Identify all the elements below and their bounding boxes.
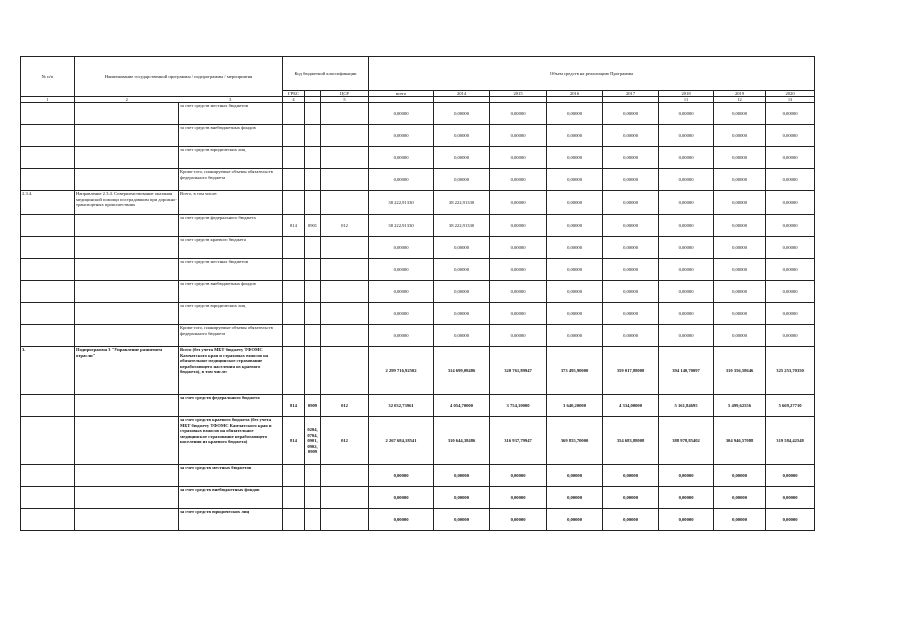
- row-number: [21, 487, 75, 509]
- row-year-value: 0,00000: [490, 169, 547, 191]
- row-year-value: 5 161,84695: [659, 395, 714, 417]
- header-year: 2019: [714, 91, 766, 97]
- row-year-value: 0,00000: [547, 215, 603, 237]
- row-name: [75, 259, 179, 281]
- row-rz: [305, 103, 321, 125]
- row-grbs: 814: [283, 395, 305, 417]
- row-number: [21, 417, 75, 465]
- row-csr: [321, 303, 369, 325]
- row-year-value: 0,00000: [714, 465, 766, 487]
- row-year-value: 310 356,58646: [714, 347, 766, 395]
- row-year-value: 38 222,91330: [434, 215, 490, 237]
- row-year-value: 0,00000: [714, 303, 766, 325]
- row-year-value: 0,00000: [766, 303, 815, 325]
- row-year-value: 0,00000: [434, 237, 490, 259]
- row-year-value: 0,00000: [490, 325, 547, 347]
- row-year-value: 0,00000: [490, 125, 547, 147]
- table-row: [21, 417, 815, 465]
- row-total-value: 0,00000: [369, 465, 434, 487]
- row-year-value: 0,00000: [766, 215, 815, 237]
- row-number: [21, 281, 75, 303]
- row-year-value: 5 499,62556: [714, 395, 766, 417]
- row-year-value: 0,00000: [766, 191, 815, 215]
- row-total-value: 2 299 716,92502: [369, 347, 434, 395]
- row-year-value: 0,00000: [547, 281, 603, 303]
- row-number: [21, 465, 75, 487]
- row-year-value: 0,00000: [766, 465, 815, 487]
- row-year-value: 0,00000: [490, 465, 547, 487]
- row-name: Подпрограмма 3 "Управление развитием отрасли": [75, 347, 179, 395]
- row-funding-source: за счет средств местных бюджетов: [179, 259, 283, 281]
- row-grbs: [283, 237, 305, 259]
- row-year-value: 0,00000: [547, 125, 603, 147]
- header-grbs: ГРБС: [283, 91, 305, 97]
- table-body: [21, 103, 815, 531]
- row-year-value: 0,00000: [603, 103, 659, 125]
- row-year-value: 0,00000: [434, 509, 490, 531]
- row-name: [75, 303, 179, 325]
- row-year-value: 0,00000: [547, 103, 603, 125]
- row-name: [75, 215, 179, 237]
- row-year-value: 304 946,57088: [714, 417, 766, 465]
- row-total-value: 0,00000: [369, 147, 434, 169]
- row-year-value: 0,00000: [659, 509, 714, 531]
- row-name: [75, 147, 179, 169]
- row-total-value: 38 222,91330: [369, 215, 434, 237]
- row-csr: [321, 281, 369, 303]
- row-funding-source: за счет средств местных бюджетов: [179, 465, 283, 487]
- table-row: [21, 325, 815, 347]
- row-year-value: 0,00000: [714, 281, 766, 303]
- row-year-value: 0,00000: [547, 237, 603, 259]
- col-index: 5: [321, 97, 369, 103]
- row-year-value: 0,00000: [766, 259, 815, 281]
- row-year-value: 0,00000: [547, 147, 603, 169]
- row-funding-source: Кроме того, планируемые объемы обязательств федерального бюджета: [179, 325, 283, 347]
- row-year-value: 0,00000: [434, 281, 490, 303]
- header-year: 2018: [659, 91, 714, 97]
- row-year-value: 0,00000: [659, 487, 714, 509]
- row-number: [21, 395, 75, 417]
- row-year-value: 354 683,88008: [603, 417, 659, 465]
- row-year-value: 0,00000: [714, 215, 766, 237]
- table-row: [21, 487, 815, 509]
- table-row: [21, 125, 815, 147]
- row-name: [75, 509, 179, 531]
- row-funding-source: за счет средств федерального бюджета: [179, 215, 283, 237]
- row-year-value: 0,00000: [603, 259, 659, 281]
- row-year-value: 0,00000: [659, 169, 714, 191]
- row-grbs: [283, 169, 305, 191]
- row-funding-source: за счет средств местных бюджетов: [179, 103, 283, 125]
- row-rz: [305, 169, 321, 191]
- row-total-value: 38 222,91330: [369, 191, 434, 215]
- table-row: [21, 509, 815, 531]
- row-year-value: 0,00000: [766, 103, 815, 125]
- table-row: [21, 395, 815, 417]
- row-total-value: 0,00000: [369, 259, 434, 281]
- row-year-value: 0,00000: [547, 191, 603, 215]
- row-year-value: 0,00000: [714, 169, 766, 191]
- col-index: 3: [179, 97, 283, 103]
- row-csr: [321, 509, 369, 531]
- row-name: [75, 169, 179, 191]
- row-rz: [305, 281, 321, 303]
- header-year: 2014: [434, 91, 490, 97]
- row-year-value: 0,00000: [659, 303, 714, 325]
- row-total-value: 0,00000: [369, 103, 434, 125]
- row-funding-source: за счет средств внебюджетных фондов: [179, 487, 283, 509]
- header-year: 2020: [766, 91, 815, 97]
- row-csr: [321, 169, 369, 191]
- row-year-value: 0,00000: [659, 147, 714, 169]
- row-year-value: 320 761,89947: [490, 347, 547, 395]
- row-year-value: 3 754,10000: [490, 395, 547, 417]
- row-year-value: 0,00000: [490, 487, 547, 509]
- row-total-value: 0,00000: [369, 487, 434, 509]
- row-year-value: 0,00000: [659, 215, 714, 237]
- row-grbs: [283, 303, 305, 325]
- row-year-value: 0,00000: [547, 325, 603, 347]
- row-csr: [321, 147, 369, 169]
- row-number: 3.: [21, 347, 75, 395]
- row-number: [21, 147, 75, 169]
- row-year-value: 0,00000: [603, 487, 659, 509]
- table-row: [21, 237, 815, 259]
- row-year-value: 0,00000: [714, 487, 766, 509]
- row-year-value: 0,00000: [766, 325, 815, 347]
- table-row: [21, 169, 815, 191]
- row-year-value: 394 140,70097: [659, 347, 714, 395]
- table-row: [21, 259, 815, 281]
- row-year-value: 0,00000: [547, 487, 603, 509]
- row-total-value: 0,00000: [369, 325, 434, 347]
- row-year-value: 0,00000: [714, 509, 766, 531]
- row-year-value: 0,00000: [547, 259, 603, 281]
- row-year-value: 0,00000: [659, 281, 714, 303]
- row-rz: [305, 347, 321, 395]
- row-funding-source: за счет средств краевого бюджета (без учета МБТ бюджету ТФОМС Камчатского края и страховых взносов на обязательное медицинское страхование неработающего населения из краевого бюджета): [179, 417, 283, 465]
- row-year-value: 0,00000: [603, 147, 659, 169]
- row-year-value: 0,00000: [659, 325, 714, 347]
- row-year-value: 0,00000: [490, 215, 547, 237]
- row-funding-source: Всего, в том числе:: [179, 191, 283, 215]
- row-rz: [305, 509, 321, 531]
- row-year-value: 0,00000: [659, 237, 714, 259]
- header-total: всего: [369, 91, 434, 97]
- row-year-value: 0,00000: [547, 465, 603, 487]
- row-year-value: 0,00000: [434, 125, 490, 147]
- row-year-value: 0,00000: [434, 487, 490, 509]
- col-index: 1: [21, 97, 75, 103]
- row-csr: 012: [321, 395, 369, 417]
- row-year-value: 0,00000: [766, 237, 815, 259]
- row-funding-source: за счет средств юридических лиц: [179, 509, 283, 531]
- row-year-value: 0,00000: [434, 465, 490, 487]
- row-year-value: 0,00000: [434, 259, 490, 281]
- row-number: [21, 509, 75, 531]
- row-year-value: 0,00000: [434, 147, 490, 169]
- row-year-value: 0,00000: [434, 169, 490, 191]
- row-year-value: 0,00000: [434, 325, 490, 347]
- row-year-value: 0,00000: [603, 215, 659, 237]
- row-total-value: 2 267 684,18541: [369, 417, 434, 465]
- row-year-value: 0,00000: [490, 191, 547, 215]
- row-grbs: [283, 147, 305, 169]
- row-year-value: 0,00000: [490, 147, 547, 169]
- row-year-value: 0,00000: [766, 281, 815, 303]
- row-rz: [305, 325, 321, 347]
- row-year-value: 4 054,70000: [434, 395, 490, 417]
- row-number: [21, 103, 75, 125]
- header-name: Наименование государственной программы / подпрограммы / мероприятия: [75, 57, 283, 97]
- row-year-value: 0,00000: [714, 147, 766, 169]
- row-number: [21, 303, 75, 325]
- row-rz: [305, 125, 321, 147]
- row-funding-source: за счет средств краевого бюджета: [179, 237, 283, 259]
- row-name: [75, 417, 179, 465]
- row-year-value: 0,00000: [714, 325, 766, 347]
- row-year-value: 373 495,90000: [547, 347, 603, 395]
- table-row: [21, 103, 815, 125]
- row-total-value: 0,00000: [369, 237, 434, 259]
- col-index: 2: [75, 97, 179, 103]
- row-year-value: 0,00000: [714, 103, 766, 125]
- row-rz: 0204, 0704, 0901, 0902, 0909: [305, 417, 321, 465]
- row-year-value: 0,00000: [490, 281, 547, 303]
- row-grbs: [283, 487, 305, 509]
- row-year-value: 0,00000: [603, 125, 659, 147]
- row-year-value: 38 222,91330: [434, 191, 490, 215]
- table-row: [21, 215, 815, 237]
- row-grbs: [283, 125, 305, 147]
- row-year-value: 0,00000: [490, 509, 547, 531]
- row-year-value: 4 334,00000: [603, 395, 659, 417]
- row-number: 2.3.4.: [21, 191, 75, 215]
- row-year-value: 310 644,38486: [434, 417, 490, 465]
- row-number: [21, 325, 75, 347]
- row-year-value: 0,00000: [490, 303, 547, 325]
- row-funding-source: Кроме того, планируемые объемы обязательств федерального бюджета: [179, 169, 283, 191]
- table-row: [21, 303, 815, 325]
- row-number: [21, 215, 75, 237]
- row-total-value: 0,00000: [369, 125, 434, 147]
- row-rz: [305, 191, 321, 215]
- row-funding-source: за счет средств юридических лиц: [179, 303, 283, 325]
- row-year-value: 0,00000: [490, 259, 547, 281]
- row-grbs: 814: [283, 215, 305, 237]
- row-grbs: [283, 103, 305, 125]
- row-year-value: 0,00000: [659, 465, 714, 487]
- table-row: [21, 191, 815, 215]
- budget-table-page: [20, 56, 814, 531]
- row-year-value: 0,00000: [603, 303, 659, 325]
- row-name: [75, 103, 179, 125]
- row-name: [75, 237, 179, 259]
- row-year-value: 0,00000: [547, 509, 603, 531]
- row-funding-source: за счет средств внебюджетных фондов: [179, 281, 283, 303]
- row-csr: [321, 237, 369, 259]
- row-year-value: 0,00000: [766, 169, 815, 191]
- row-csr: [321, 191, 369, 215]
- header-no: № п/п: [21, 57, 75, 97]
- row-year-value: 0,00000: [434, 103, 490, 125]
- col-index: 12: [714, 97, 766, 103]
- row-year-value: 325 253,70350: [766, 347, 815, 395]
- row-number: [21, 237, 75, 259]
- row-csr: [321, 465, 369, 487]
- row-csr: [321, 347, 369, 395]
- row-year-value: 314 699,08486: [434, 347, 490, 395]
- row-year-value: 0,00000: [714, 125, 766, 147]
- col-index: 4: [283, 97, 305, 103]
- header-year: 2015: [490, 91, 547, 97]
- row-grbs: [283, 509, 305, 531]
- row-year-value: 0,00000: [766, 125, 815, 147]
- header-volume: Объем средств на реализацию Программы: [369, 57, 815, 91]
- row-name: [75, 325, 179, 347]
- row-year-value: 388 978,85402: [659, 417, 714, 465]
- row-total-value: 0,00000: [369, 509, 434, 531]
- row-year-value: 0,00000: [714, 259, 766, 281]
- row-year-value: 359 017,88008: [603, 347, 659, 395]
- row-rz: [305, 237, 321, 259]
- row-year-value: 0,00000: [603, 281, 659, 303]
- row-csr: 012: [321, 417, 369, 465]
- row-year-value: 0,00000: [659, 259, 714, 281]
- row-year-value: 0,00000: [490, 237, 547, 259]
- row-rz: 0909: [305, 395, 321, 417]
- row-name: Направление 2.3.4. Совершенствование оказания медицинской помощи пострадавшим при дорожно-транспортных происшествиях: [75, 191, 179, 215]
- row-csr: [321, 125, 369, 147]
- row-funding-source: за счет средств федерального бюджета: [179, 395, 283, 417]
- row-rz: [305, 487, 321, 509]
- table-row: [21, 281, 815, 303]
- row-rz: [305, 303, 321, 325]
- row-year-value: 0,00000: [603, 169, 659, 191]
- table-row: [21, 147, 815, 169]
- row-year-value: 319 584,42548: [766, 417, 815, 465]
- row-funding-source: Всего (без учета МБТ бюджету ТФОМС Камчатского края и страховых взносов на обязательное медицинское страхование неработающего населения из краевого бюджета), в том числе:: [179, 347, 283, 395]
- row-year-value: 3 640,20000: [547, 395, 603, 417]
- header-year: 2016: [547, 91, 603, 97]
- row-year-value: 0,00000: [766, 147, 815, 169]
- row-year-value: 5 669,27710: [766, 395, 815, 417]
- row-total-value: 0,00000: [369, 281, 434, 303]
- row-csr: [321, 325, 369, 347]
- row-csr: [321, 103, 369, 125]
- row-total-value: 32 032,73961: [369, 395, 434, 417]
- row-funding-source: за счет средств юридических лиц: [179, 147, 283, 169]
- row-year-value: 0,00000: [659, 191, 714, 215]
- row-rz: [305, 147, 321, 169]
- row-year-value: 0,00000: [659, 103, 714, 125]
- row-name: [75, 395, 179, 417]
- row-grbs: [283, 465, 305, 487]
- row-year-value: 0,00000: [659, 125, 714, 147]
- table-row: [21, 347, 815, 395]
- row-year-value: 0,00000: [714, 191, 766, 215]
- row-grbs: [283, 259, 305, 281]
- header-year: 2017: [603, 91, 659, 97]
- col-index: 13: [766, 97, 815, 103]
- row-year-value: 0,00000: [766, 509, 815, 531]
- row-name: [75, 465, 179, 487]
- row-rz: 0901: [305, 215, 321, 237]
- row-year-value: 0,00000: [766, 487, 815, 509]
- row-funding-source: за счет средств внебюджетных фондов: [179, 125, 283, 147]
- row-total-value: 0,00000: [369, 169, 434, 191]
- row-year-value: 0,00000: [603, 237, 659, 259]
- row-csr: [321, 259, 369, 281]
- row-year-value: 0,00000: [434, 303, 490, 325]
- row-csr: 012: [321, 215, 369, 237]
- row-year-value: 0,00000: [547, 169, 603, 191]
- header-codes: Код бюджетной классификации: [283, 57, 369, 91]
- header-csr: ЦСР: [321, 91, 369, 97]
- row-year-value: 0,00000: [603, 509, 659, 531]
- row-name: [75, 125, 179, 147]
- row-year-value: 0,00000: [714, 237, 766, 259]
- row-grbs: [283, 347, 305, 395]
- row-number: [21, 125, 75, 147]
- row-rz: [305, 465, 321, 487]
- col-index: 11: [659, 97, 714, 103]
- row-grbs: 814: [283, 417, 305, 465]
- row-year-value: 0,00000: [603, 465, 659, 487]
- row-year-value: 0,00000: [603, 191, 659, 215]
- budget-table: [20, 56, 815, 531]
- row-name: [75, 281, 179, 303]
- row-csr: [321, 487, 369, 509]
- row-year-value: 369 855,70000: [547, 417, 603, 465]
- row-rz: [305, 259, 321, 281]
- row-year-value: 316 937,79947: [490, 417, 547, 465]
- row-name: [75, 487, 179, 509]
- row-number: [21, 259, 75, 281]
- row-grbs: [283, 281, 305, 303]
- row-year-value: 0,00000: [547, 303, 603, 325]
- row-year-value: 0,00000: [603, 325, 659, 347]
- row-grbs: [283, 325, 305, 347]
- table-row: [21, 465, 815, 487]
- row-total-value: 0,00000: [369, 303, 434, 325]
- row-grbs: [283, 191, 305, 215]
- row-year-value: 0,00000: [490, 103, 547, 125]
- row-number: [21, 169, 75, 191]
